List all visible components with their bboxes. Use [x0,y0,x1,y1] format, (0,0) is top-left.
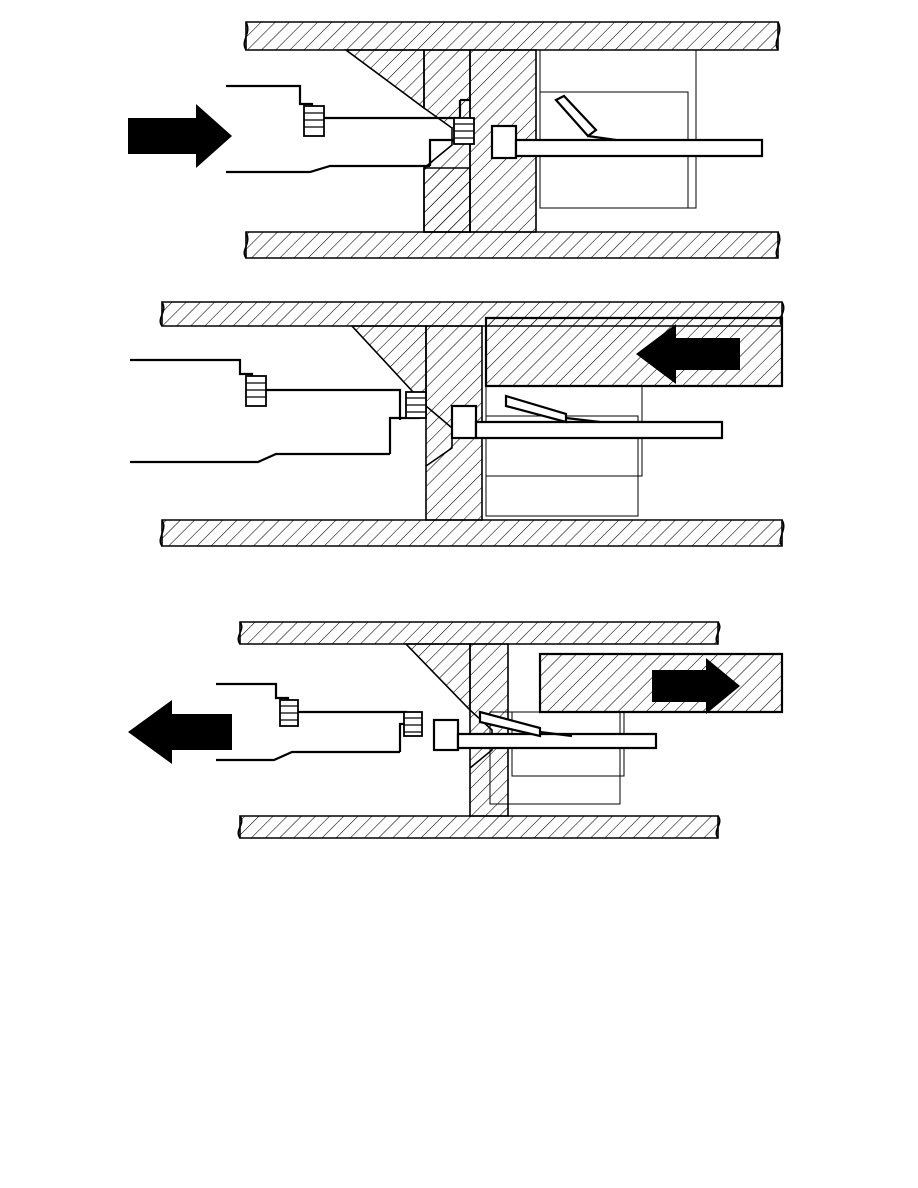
housing-bottom-wall [162,520,782,546]
terminal-body-block [492,126,516,158]
contact-blade [476,422,722,438]
terminal-contact [216,684,420,760]
terminal-body-block [434,720,458,750]
retainer-cavity [540,50,696,208]
break-line-left [160,302,163,546]
terminal-serrations [454,118,474,144]
break-line-left [244,22,247,258]
terminal-body-block [452,406,476,438]
terminal-extraction-arrow [128,700,232,764]
terminal-contact [130,360,420,462]
housing-bottom-wall [240,816,718,838]
locking-lance [506,396,600,422]
wire-crimp-barrel [246,376,266,406]
housing-bottom-wall [246,232,778,258]
figure-3 [0,608,918,858]
wire-crimp-barrel [280,700,298,726]
break-line-right [776,22,779,258]
terminal-serrations [406,392,426,418]
figure-1 [0,0,918,280]
locking-lance [556,96,616,140]
housing-top-wall [246,22,778,50]
terminal-serrations [404,712,422,736]
housing-top-wall [240,622,718,644]
contact-blade [516,140,762,156]
figure-2 [0,290,918,570]
insertion-direction-arrow [128,104,232,168]
contact-blade [458,734,656,748]
break-line-left [238,622,241,838]
wire-crimp-barrel [304,106,324,136]
